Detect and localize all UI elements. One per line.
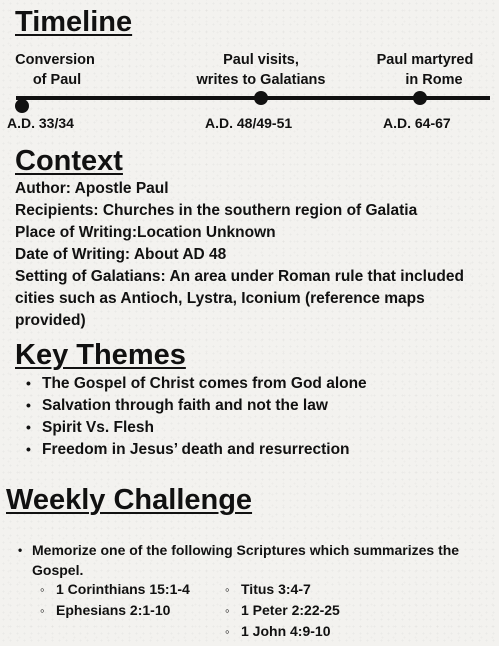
theme-text: Freedom in Jesus’ death and resurrection (42, 441, 350, 458)
timeline-event-2-label (190, 50, 332, 90)
context-author: Author: Apostle Paul (15, 180, 169, 197)
timeline-event-3-label (370, 50, 480, 90)
timeline-event-2-label-line2: writes to Galatians (196, 72, 326, 88)
timeline-event-3-label-line2: in Rome (405, 72, 463, 88)
challenge-bullet: • (18, 543, 23, 557)
themes-heading: Key Themes (15, 339, 186, 371)
timeline-event-2-label-line1: Paul visits, (223, 52, 299, 68)
timeline-marker-3 (413, 91, 427, 105)
scripture-item (40, 579, 190, 600)
context-place: Place of Writing:Location Unknown (15, 224, 276, 241)
list-item (26, 438, 350, 461)
scripture-item (225, 600, 340, 621)
timeline-marker-2 (254, 91, 268, 105)
scripture-item (40, 600, 170, 621)
context-setting: Setting of Galatians: An area under Roman rule that included cities such as Antioch, Lystra, Iconium (reference maps provided) (15, 268, 464, 329)
timeline-event-1-label-line2: of Paul (32, 72, 82, 88)
scripture-ref: 1 Peter 2:22-25 (241, 602, 340, 618)
theme-text: Salvation through faith and not the law (42, 397, 328, 414)
timeline-event-3-date: A.D. 64-67 (383, 115, 451, 131)
challenge-heading: Weekly Challenge (6, 484, 253, 516)
timeline-marker-1 (15, 99, 29, 113)
scripture-ref: 1 Corinthians 15:1-4 (56, 581, 190, 597)
list-item (26, 416, 154, 439)
scripture-ref: 1 John 4:9-10 (241, 623, 331, 639)
timeline-heading: Timeline (15, 6, 133, 38)
context-recipients: Recipients: Churches in the southern region of Galatia (15, 202, 418, 219)
timeline-event-1-date: A.D. 33/34 (7, 115, 74, 131)
context-heading: Context (15, 145, 123, 177)
timeline-event-2-date: A.D. 48/49-51 (205, 115, 293, 131)
scripture-ref: Ephesians 2:1-10 (56, 602, 171, 618)
timeline-event-3-label-line1: Paul martyred (376, 52, 474, 68)
list-item (26, 394, 328, 417)
context-date: Date of Writing: About AD 48 (15, 246, 227, 263)
timeline-event-1-label (10, 50, 100, 90)
theme-text: Spirit Vs. Flesh (42, 419, 154, 436)
list-item (26, 372, 367, 395)
timeline-event-1-label-line1: Conversion (15, 52, 95, 68)
challenge-item: Memorize one of the following Scriptures which summarizes the Gospel. (32, 542, 460, 578)
scripture-item (225, 579, 311, 600)
scripture-item (225, 621, 330, 642)
scripture-ref: Titus 3:4-7 (241, 581, 311, 597)
theme-text: The Gospel of Christ comes from God alone (42, 375, 367, 392)
